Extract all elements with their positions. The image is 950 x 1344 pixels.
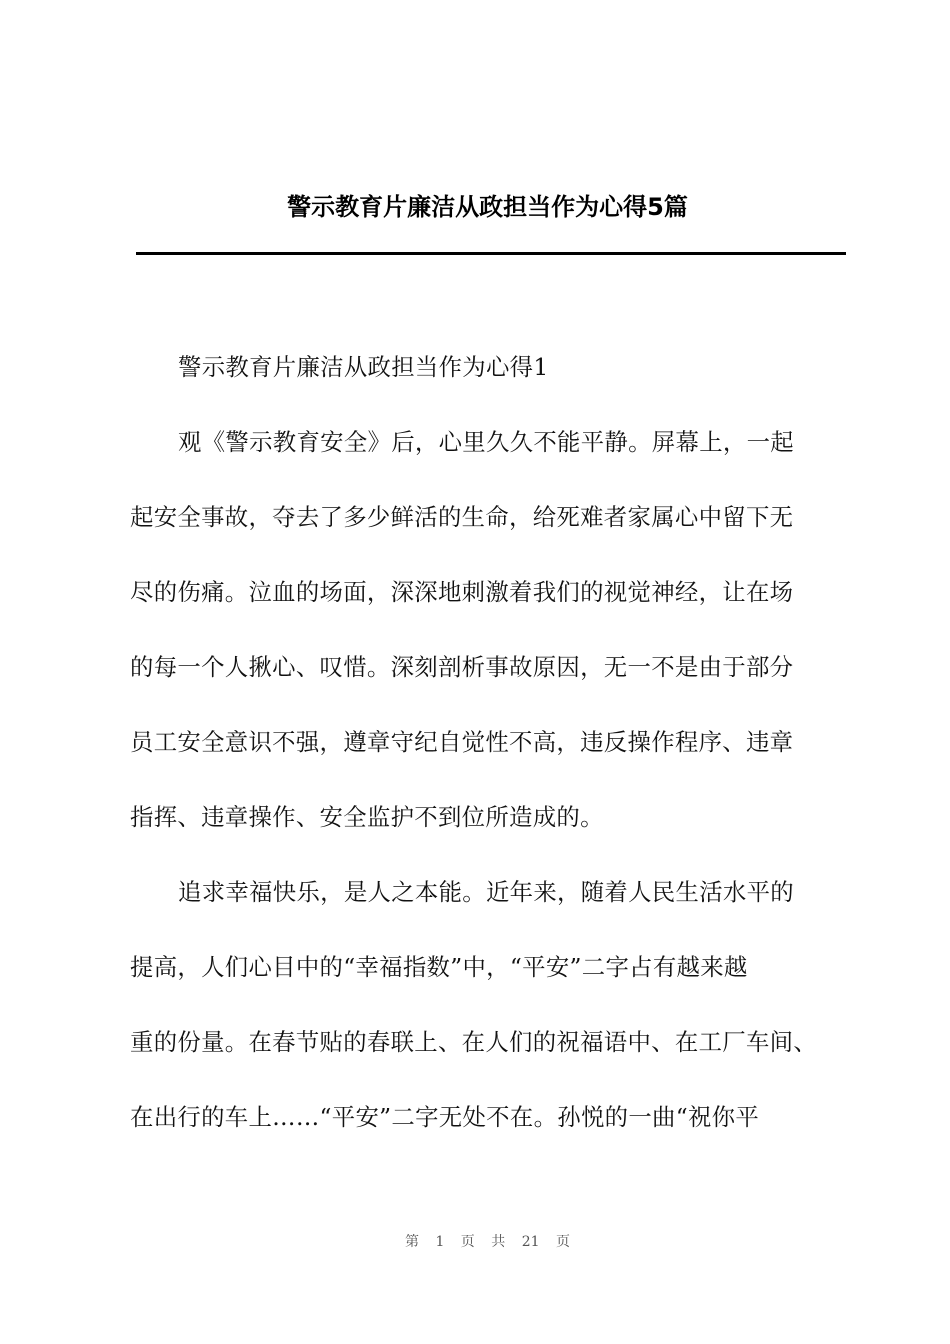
section-heading: 警示教育片廉洁从政担当作为心得1 <box>178 353 549 381</box>
paragraph-line: 指挥、违章操作、安全监护不到位所造成的。 <box>130 803 604 831</box>
document-title: 警示教育片廉洁从政担当作为心得5篇 <box>287 193 688 221</box>
title-divider <box>136 252 846 255</box>
paragraph-line: 起安全事故，夺去了多少鲜活的生命，给死难者家属心中留下无 <box>130 503 794 531</box>
paragraph-line: 在出行的车上……“平安”二字无处不在。孙悦的一曲“祝你平 <box>130 1103 760 1131</box>
paragraph-line: 的每一个人揪心、叹惜。深刻剖析事故原因，无一不是由于部分 <box>130 653 794 681</box>
paragraph-line: 追求幸福快乐，是人之本能。近年来，随着人民生活水平的 <box>178 878 794 906</box>
paragraph-line: 提高，人们心目中的“幸福指数”中，“平安”二字占有越来越 <box>130 953 748 981</box>
paragraph-line: 重的份量。在春节贴的春联上、在人们的祝福语中、在工厂车间、 <box>130 1028 818 1056</box>
page-footer: 第 1 页 共 21 页 <box>405 1234 570 1250</box>
paragraph-line: 员工安全意识不强，遵章守纪自觉性不高，违反操作程序、违章 <box>130 728 794 756</box>
paragraph-2 <box>130 855 850 1155</box>
paragraph-1 <box>130 405 850 855</box>
paragraph-line: 观《警示教育安全》后，心里久久不能平静。屏幕上，一起 <box>178 428 794 456</box>
paragraph-line: 尽的伤痛。泣血的场面，深深地刺激着我们的视觉神经，让在场 <box>130 578 794 606</box>
